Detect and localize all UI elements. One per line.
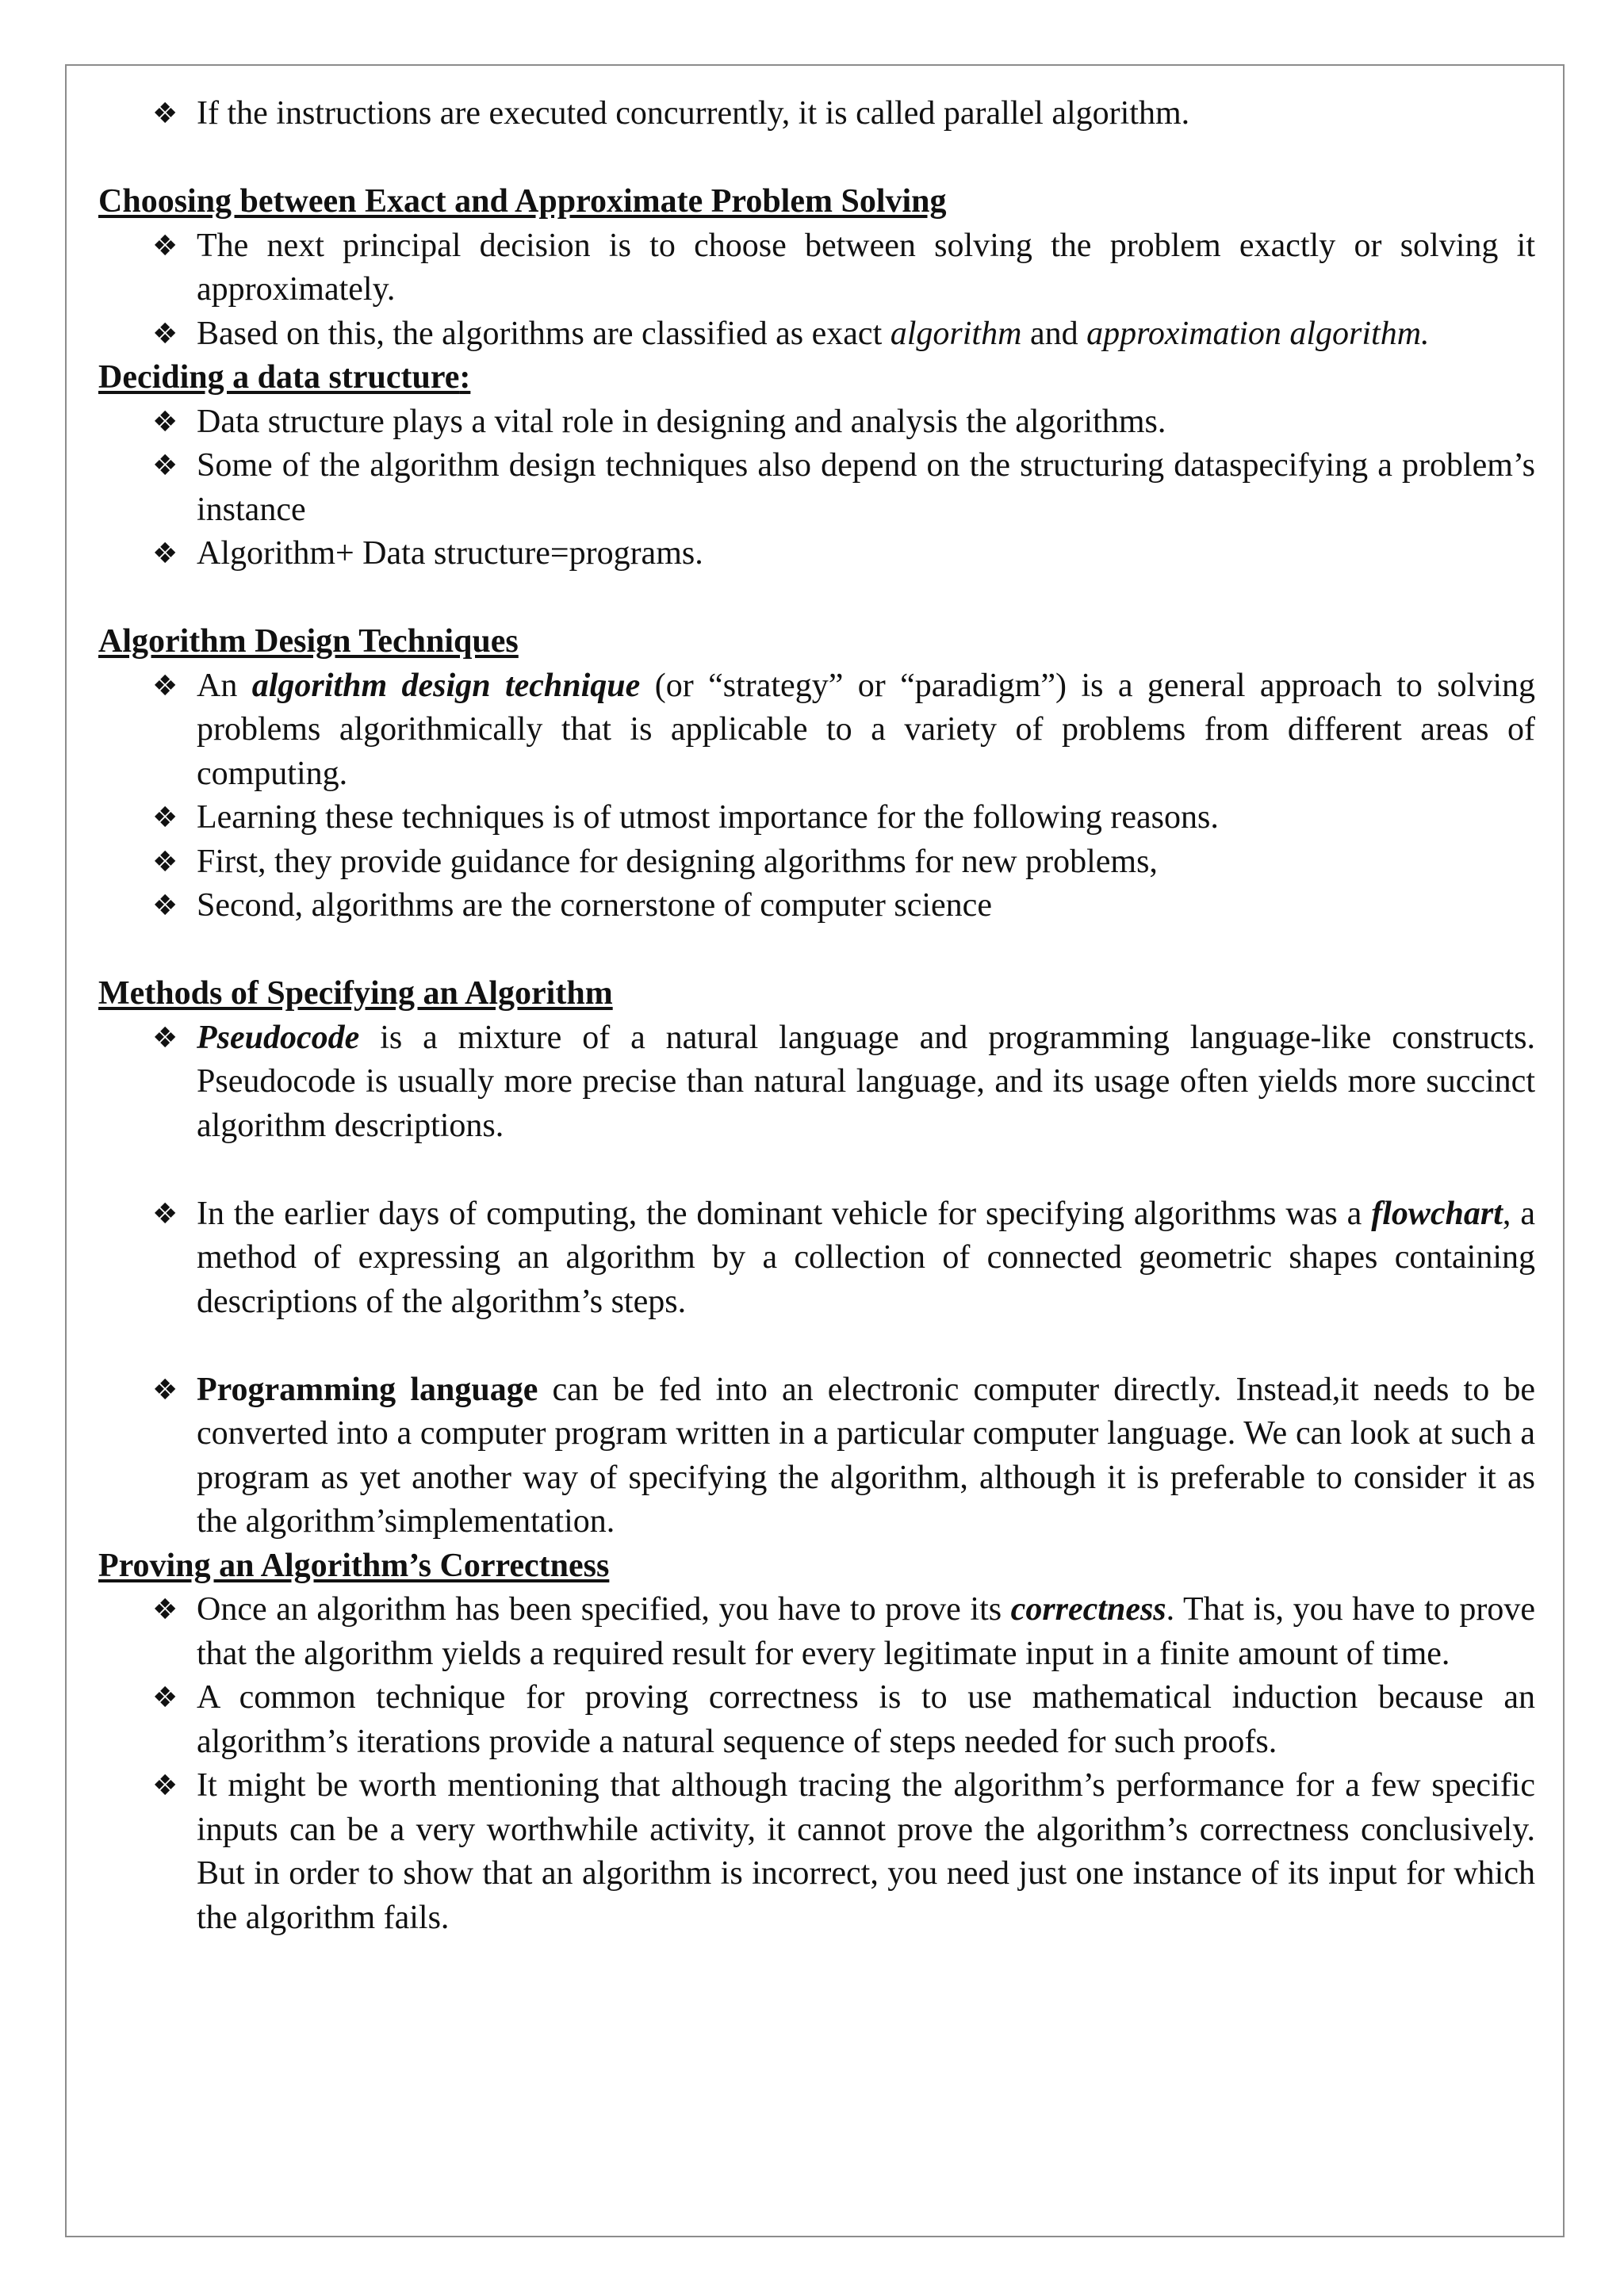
list-item: ❖ Learning these techniques is of utmost importance for the following reasons. [98,796,1535,840]
diamond-bullet-icon: ❖ [152,538,178,570]
section-heading-correctness: Proving an Algorithm’s Correctness [98,1547,610,1584]
bullet-list [98,664,1535,928]
bullet-list [98,1192,1535,1325]
list-item: ❖ The next principal decision is to choose between solving the problem exactly or solving it approximately. [98,224,1535,312]
section-heading-exact-vs-approximate: Choosing between Exact and Approximate Problem Solving [98,183,947,220]
document-body [98,92,1535,1940]
diamond-bullet-icon: ❖ [152,1770,178,1802]
list-item: ❖ Second, algorithms are the cornerstone of computer science [98,884,1535,928]
list-item: ❖ Some of the algorithm design techniques also depend on the structuring dataspecifying a problem’s instance [98,444,1535,532]
diamond-bullet-icon: ❖ [152,845,178,878]
diamond-bullet-icon: ❖ [152,229,178,262]
diamond-bullet-icon: ❖ [152,450,178,482]
diamond-bullet-icon: ❖ [152,317,178,350]
list-item: ❖ A common technique for proving correctness is to use mathematical induction because an algorithm’s iterations provide a natural sequence of steps needed for such proofs. [98,1676,1535,1764]
diamond-bullet-icon: ❖ [152,1594,178,1626]
diamond-bullet-icon: ❖ [152,98,178,130]
diamond-bullet-icon: ❖ [152,890,178,922]
list-item: ❖ Pseudocode is a mixture of a natural language and programming language-like constructs. Pseudocode is usually more precise than natural language, and its usage often yields more succinct algorithm descriptions. [98,1016,1535,1149]
diamond-bullet-icon: ❖ [152,1682,178,1714]
section-heading-specifying-algorithm: Methods of Specifying an Algorithm [98,975,613,1012]
list-item: ❖ If the instructions are executed concurrently, it is called parallel algorithm. [98,92,1535,136]
list-item: ❖ Based on this, the algorithms are classified as exact algorithm and approximation algorithm. [98,312,1535,357]
diamond-bullet-icon: ❖ [152,669,178,702]
bullet-list [98,92,1535,136]
section-heading-design-techniques: Algorithm Design Techniques [98,623,519,660]
list-item: ❖ An algorithm design technique (or “strategy” or “paradigm”) is a general approach to solving problems algorithmically that is applicable to a variety of problems from different areas of computing. [98,664,1535,797]
list-item: ❖ Data structure plays a vital role in designing and analysis the algorithms. [98,400,1535,445]
list-item: ❖ In the earlier days of computing, the dominant vehicle for specifying algorithms was a flowchart, a method of expressing an algorithm by a collection of connected geometric shapes containing descriptions of the algorithm’s steps. [98,1192,1535,1325]
list-item: ❖ Algorithm+ Data structure=programs. [98,532,1535,576]
diamond-bullet-icon: ❖ [152,405,178,438]
bullet-list [98,400,1535,576]
diamond-bullet-icon: ❖ [152,1021,178,1054]
list-item: ❖ First, they provide guidance for designing algorithms for new problems, [98,840,1535,885]
bullet-list [98,224,1535,357]
diamond-bullet-icon: ❖ [152,1197,178,1230]
list-item: ❖ Once an algorithm has been specified, you have to prove its correctness. That is, you have to prove that the algorithm yields a required result for every legitimate input in a finite amount of time. [98,1588,1535,1676]
list-item: ❖ Programming language can be fed into an electronic computer directly. Instead,it needs to be converted into a computer program written in a particular computer language. We can look at such a program as yet another way of specifying the algorithm, although it is preferable to consider it as the algorithm’simplementation. [98,1368,1535,1544]
list-item: ❖ It might be worth mentioning that although tracing the algorithm’s performance for a few specific inputs can be a very worthwhile activity, it cannot prove the algorithm’s correctness conclusively. But in order to show that an algorithm is incorrect, you need just one instance of its input for which the algorithm fails. [98,1764,1535,1940]
section-heading-data-structure: Deciding a data structure: [98,359,471,396]
bullet-list [98,1016,1535,1149]
bullet-list [98,1368,1535,1544]
diamond-bullet-icon: ❖ [152,802,178,834]
diamond-bullet-icon: ❖ [152,1373,178,1406]
bullet-list [98,1588,1535,1940]
